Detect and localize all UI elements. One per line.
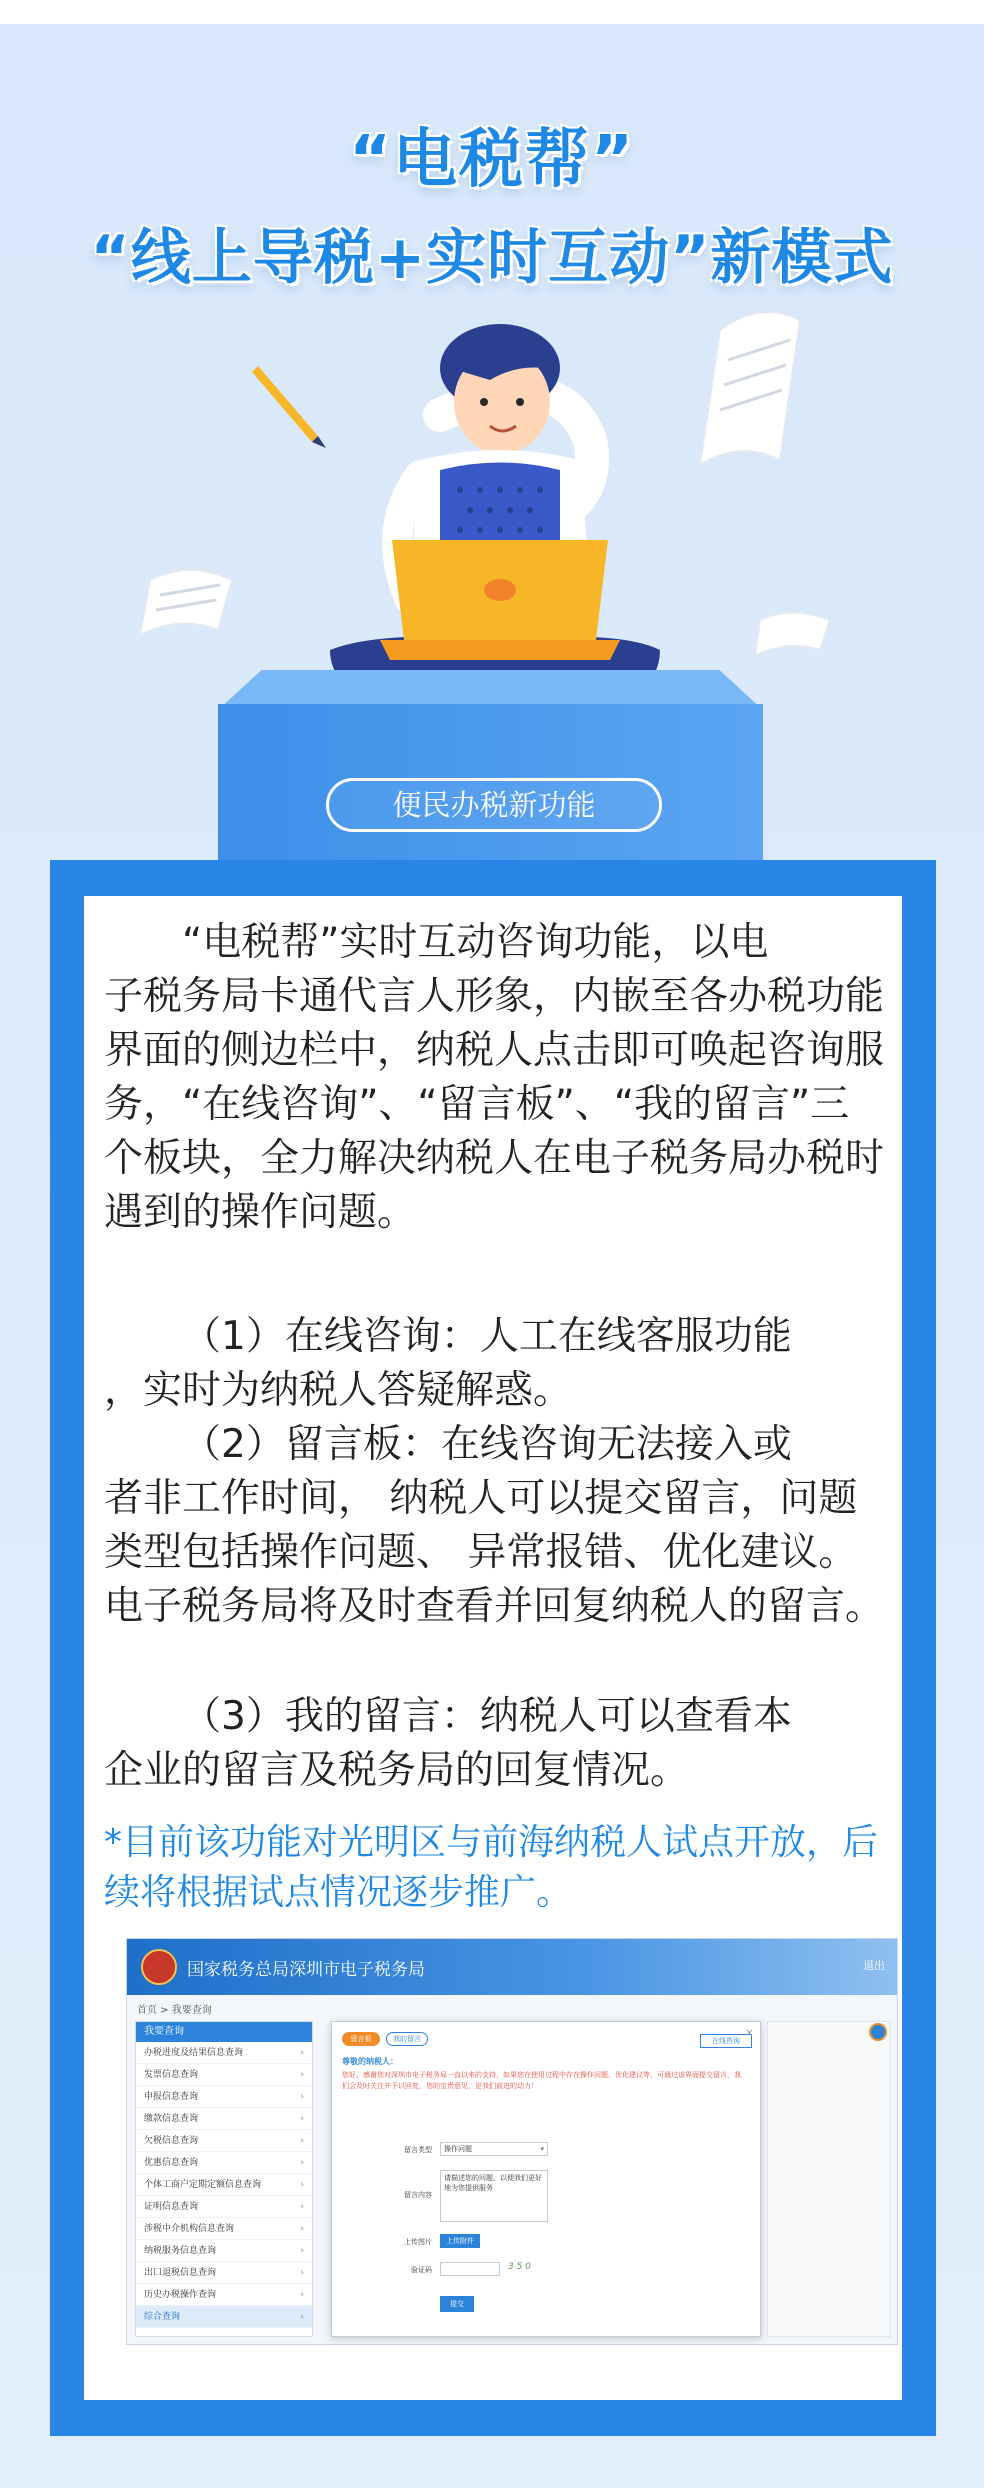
sidebar-item[interactable]: 办税进度及结果信息查询 ›	[136, 2042, 312, 2064]
upload-label: 上传图片	[404, 2238, 432, 2246]
dialog-notice: 您好，感谢您对深圳市电子税务局一直以来的支持，如果您在使用过程中存在操作问题、优化建议等，可通过该界面提交留言，我们会及时关注并予以回复，您的宝贵意见，是我们前进的动力！	[342, 2071, 741, 2090]
item-1-rest: ，实时为纳税人答疑解惑。	[104, 1368, 573, 1413]
tab-message-board[interactable]: 留言板	[342, 2032, 380, 2046]
tab-my-messages[interactable]: 我的留言	[386, 2032, 428, 2046]
feature-badge: 便民办税新功能	[326, 778, 662, 832]
item-2-rest: 者非工作时间， 纳税人可以提交留言，问题类型包括操作问题、 异常报错、优化建议。电子税务局将及时查看并回复纳税人的留言。	[104, 1476, 885, 1629]
intro-first-line: “电税帮”实时互动咨询功能，以电	[182, 920, 769, 965]
item-3-first-line: （3）我的留言：纳税人可以查看本	[182, 1694, 792, 1739]
pilot-note: *目前该功能对光明区与前海纳税人试点开放，后续将根据试点情况逐步推广。	[104, 1822, 879, 1913]
sidebar-item[interactable]: 证明信息查询 ›	[136, 2196, 312, 2218]
item-2-paragraph	[104, 1418, 884, 1634]
breadcrumb[interactable]: 首页 > 我要查询	[137, 2005, 212, 2016]
paper-icon	[140, 570, 232, 635]
screenshot-header	[127, 1939, 897, 1995]
sidebar-header: 我要查询	[136, 2022, 312, 2042]
tax-emblem-icon	[141, 1949, 177, 1985]
item-1-paragraph	[104, 1310, 884, 1418]
message-type-select[interactable]: 操作问题 ▾	[440, 2142, 548, 2156]
sidebar-item[interactable]: 涉税中介机构信息查询 ›	[136, 2218, 312, 2240]
logout-link[interactable]: 退出	[863, 1959, 885, 1972]
item-1-first-line: （1）在线咨询：人工在线客服功能	[182, 1314, 792, 1359]
paper-icon	[755, 613, 830, 656]
captcha-image[interactable]: 3 5 0	[508, 2262, 531, 2272]
sidebar-item[interactable]: 欠税信息查询 ›	[136, 2130, 312, 2152]
sidebar-item[interactable]: 申报信息查询 ›	[136, 2086, 312, 2108]
dialog-greeting: 尊敬的纳税人：	[342, 2057, 398, 2066]
tax-bureau-screenshot	[126, 1938, 898, 2345]
submit-button[interactable]: 提交	[440, 2296, 474, 2312]
close-icon[interactable]: ×	[744, 2026, 754, 2039]
item-3-rest: 企业的留言及税务局的回复情况。	[104, 1748, 690, 1793]
intro-paragraph	[104, 916, 884, 1240]
top-strip	[0, 0, 984, 24]
message-board-dialog	[331, 2021, 761, 2337]
online-consult-button[interactable]: 在线咨询	[700, 2034, 752, 2048]
content-label: 留言内容	[404, 2191, 432, 2199]
assistant-avatar-icon[interactable]	[869, 2023, 887, 2041]
type-label: 留言类型	[404, 2146, 432, 2154]
item-2-first-line: （2）留言板：在线咨询无法接入或	[182, 1422, 792, 1467]
chevron-down-icon: ▾	[540, 2145, 544, 2153]
item-3-paragraph	[104, 1690, 884, 1798]
upload-button[interactable]: 上传附件	[440, 2234, 480, 2248]
captcha-label: 验证码	[411, 2266, 432, 2274]
query-sidebar	[135, 2021, 313, 2337]
sidebar-item[interactable]: 优惠信息查询 ›	[136, 2152, 312, 2174]
sidebar-item[interactable]: 综合查询 ›	[136, 2306, 312, 2328]
title-line-1: “电税帮”	[348, 123, 636, 197]
pencil-icon	[252, 366, 326, 448]
sidebar-item[interactable]: 历史办税操作查询 ›	[136, 2284, 312, 2306]
sidebar-item[interactable]: 缴款信息查询 ›	[136, 2108, 312, 2130]
title-line-2: “线上导税+实时互动”新模式	[90, 223, 894, 293]
paper-icon	[700, 312, 800, 465]
sidebar-item[interactable]: 发票信息查询 ›	[136, 2064, 312, 2086]
sidebar-item[interactable]: 出口退税信息查询 ›	[136, 2262, 312, 2284]
message-content-textarea[interactable]: 请描述您的问题，以便我们更好地为您提供服务	[440, 2170, 548, 2222]
sidebar-item[interactable]: 个体工商户定期定额信息查询 ›	[136, 2174, 312, 2196]
sidebar-item[interactable]: 纳税服务信息查询 ›	[136, 2240, 312, 2262]
screenshot-site-title: 国家税务总局深圳市电子税务局	[187, 1960, 425, 1980]
intro-rest: 子税务局卡通代言人形象，内嵌至各办税功能界面的侧边栏中，纳税人点击即可唤起咨询服务，“在线咨询”、“留言板”、“我的留言”三个板块，全力解决纳税人在电子税务局办税时遇到的操作问题。	[104, 974, 885, 1235]
screenshot-right-column	[767, 2021, 891, 2337]
captcha-input[interactable]	[440, 2262, 500, 2276]
